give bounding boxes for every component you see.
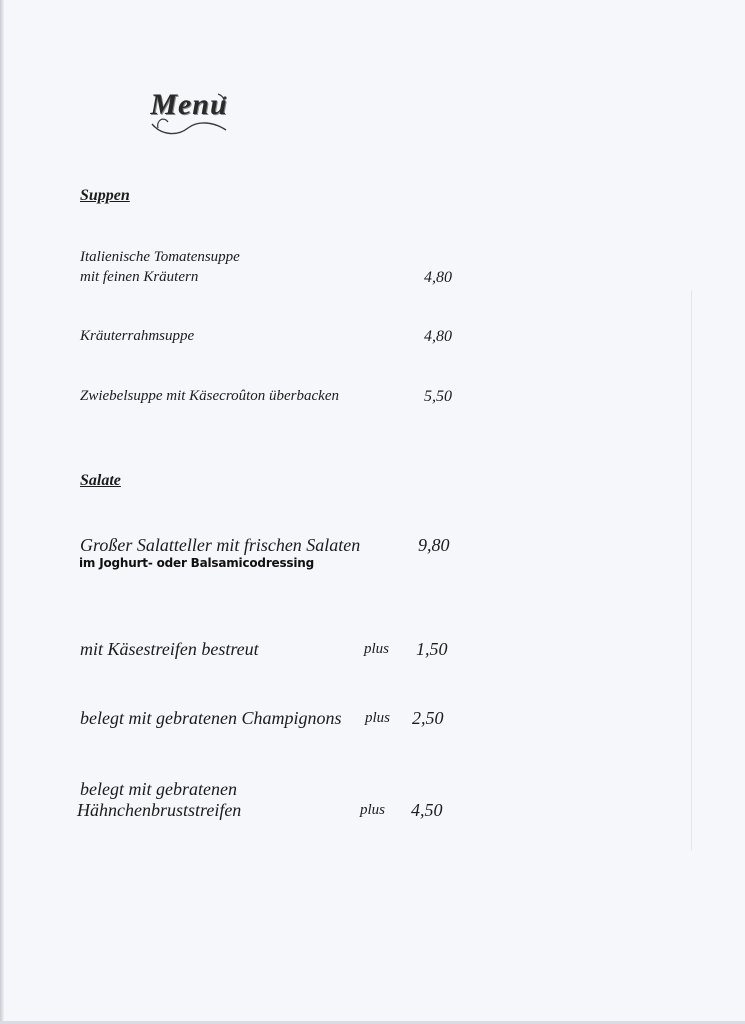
extra-name-line2: Hähnchenbruststreifen: [77, 800, 242, 820]
item-price: 4,80: [424, 269, 452, 286]
item-name: Kräuterrahmsuppe: [80, 328, 195, 344]
scan-line: [691, 290, 692, 850]
item-name-line2: mit feinen Kräutern: [80, 269, 199, 285]
scan-edge: [0, 0, 4, 1024]
extra-prefix: plus: [360, 802, 386, 818]
extra-name: belegt mit gebratenen Champignons: [80, 708, 342, 728]
extra-prefix: plus: [364, 641, 390, 657]
extra-price: 4,50: [411, 800, 443, 820]
item-note: im Joghurt- oder Balsamicodressing: [79, 556, 315, 570]
menu-logo: [148, 84, 230, 140]
item-name-line1: Italienische Tomatensuppe: [80, 249, 240, 265]
item-price: 9,80: [418, 535, 450, 555]
item-name: Großer Salatteller mit frischen Salaten: [80, 535, 361, 555]
logo-text: Menu: [150, 88, 228, 121]
extra-price: 1,50: [416, 639, 448, 659]
item-price: 5,50: [424, 388, 452, 405]
item-price: 4,80: [424, 328, 452, 345]
section-title-suppen: Suppen: [80, 187, 130, 204]
item-name: Zwiebelsuppe mit Käsecroûton überbacken: [80, 388, 339, 404]
extra-name: mit Käsestreifen bestreut: [80, 639, 259, 659]
section-title-salate: Salate: [80, 472, 121, 489]
extra-price: 2,50: [412, 708, 444, 728]
extra-name-line1: belegt mit gebratenen: [80, 779, 237, 799]
extra-prefix: plus: [365, 710, 391, 726]
